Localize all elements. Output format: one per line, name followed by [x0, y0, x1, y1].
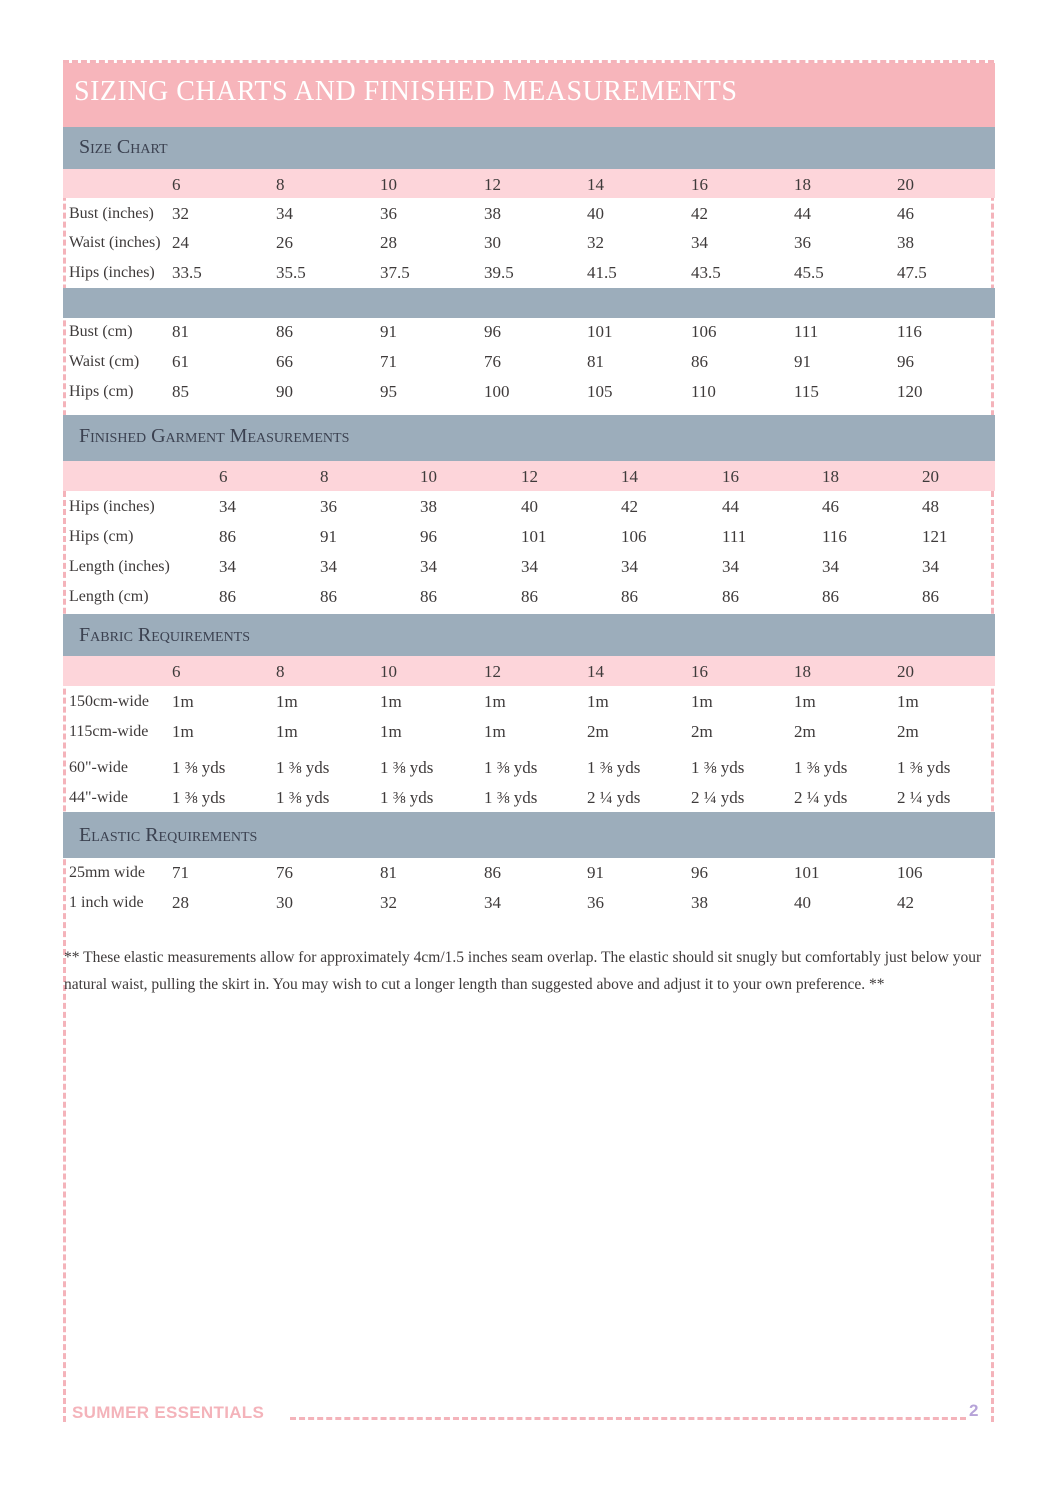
size-chart-cm-row-label: Hips (cm) — [69, 383, 134, 400]
fabric-cell: 1 ⅜ yds — [380, 758, 434, 777]
size-header-cell: 14 — [587, 175, 604, 194]
size-chart-inch-row-label: Hips (inches) — [69, 264, 155, 281]
frame-bottom-border — [290, 1417, 966, 1420]
fabric-cell: 1m — [172, 692, 194, 711]
size-chart-inch-cell: 30 — [484, 233, 501, 252]
size-chart-inch-cell: 46 — [897, 204, 914, 223]
finished-cell: 86 — [521, 587, 538, 606]
size-chart-inch-cell: 37.5 — [380, 263, 410, 282]
finished-cell: 42 — [621, 497, 638, 516]
size-chart-cm-cell: 76 — [484, 352, 501, 371]
fabric-cell: 2 ¼ yds — [587, 788, 641, 807]
fabric-cell: 2 ¼ yds — [691, 788, 745, 807]
size-header-cell: 8 — [276, 662, 285, 681]
finished-cell: 36 — [320, 497, 337, 516]
size-chart-cm-row-label: Bust (cm) — [69, 323, 133, 340]
elastic-cell: 106 — [897, 863, 923, 882]
finished-row-label: Hips (inches) — [69, 498, 155, 515]
size-chart-cm-cell: 66 — [276, 352, 293, 371]
size-chart-inch-cell: 43.5 — [691, 263, 721, 282]
finished-cell: 34 — [420, 557, 437, 576]
fabric-cell: 1m — [484, 722, 506, 741]
finished-cell: 116 — [822, 527, 847, 546]
finished-cell: 34 — [822, 557, 839, 576]
size-chart-inch-cell: 40 — [587, 204, 604, 223]
elastic-cell: 96 — [691, 863, 708, 882]
size-chart-inch-cell: 34 — [276, 204, 293, 223]
fabric-row-label: 44"-wide — [69, 789, 128, 806]
finished-cell: 34 — [219, 557, 236, 576]
title-bar — [63, 63, 995, 127]
size-chart-cm-cell: 110 — [691, 382, 716, 401]
finished-cell: 34 — [320, 557, 337, 576]
finished-cell: 34 — [922, 557, 939, 576]
size-chart-cm-cell: 85 — [172, 382, 189, 401]
elastic-cell: 32 — [380, 893, 397, 912]
fabric-row-label: 115cm-wide — [69, 723, 149, 740]
size-chart-inch-cell: 45.5 — [794, 263, 824, 282]
size-chart-inch-cell: 38 — [897, 233, 914, 252]
size-chart-cm-cell: 86 — [276, 322, 293, 341]
size-header-cell: 20 — [922, 467, 939, 486]
elastic-row-label: 25mm wide — [69, 864, 145, 881]
fabric-cell: 1 ⅜ yds — [484, 758, 538, 777]
size-chart-cm-cell: 95 — [380, 382, 397, 401]
footer-brand: SUMMER ESSENTIALS — [72, 1403, 265, 1422]
fabric-cell: 1m — [897, 692, 919, 711]
finished-row-label: Length (inches) — [69, 558, 170, 575]
page-title: SIZING CHARTS AND FINISHED MEASUREMENTS — [74, 76, 738, 107]
size-header-cell: 8 — [320, 467, 329, 486]
fabric-cell: 2 ¼ yds — [897, 788, 951, 807]
finished-cell: 48 — [922, 497, 939, 516]
size-header-cell: 16 — [691, 175, 708, 194]
size-header-cell: 10 — [420, 467, 437, 486]
finished-cell: 121 — [922, 527, 948, 546]
finished-cell: 40 — [521, 497, 538, 516]
size-header-cell: 12 — [484, 662, 501, 681]
fabric-cell: 1 ⅜ yds — [172, 758, 226, 777]
size-header-cell: 12 — [484, 175, 501, 194]
finished-cell: 86 — [320, 587, 337, 606]
size-chart-cm-cell: 71 — [380, 352, 397, 371]
finished-cell: 38 — [420, 497, 437, 516]
size-chart-cm-cell: 61 — [172, 352, 189, 371]
fabric-cell: 2m — [691, 722, 713, 741]
elastic-cell: 40 — [794, 893, 811, 912]
size-chart-inch-cell: 32 — [172, 204, 189, 223]
fabric-cell: 1 ⅜ yds — [691, 758, 745, 777]
finished-cell: 86 — [219, 587, 236, 606]
size-chart-inch-cell: 36 — [794, 233, 811, 252]
size-chart-inch-cell: 36 — [380, 204, 397, 223]
size-header-cell: 20 — [897, 662, 914, 681]
size-chart-heading: Size Chart — [79, 136, 168, 158]
size-chart-inch-cell: 26 — [276, 233, 293, 252]
size-header-cell: 10 — [380, 662, 397, 681]
size-chart-cm-row-label: Waist (cm) — [69, 353, 140, 370]
elastic-cell: 42 — [897, 893, 914, 912]
frame-left-border — [63, 60, 66, 1422]
fabric-cell: 1 ⅜ yds — [276, 788, 330, 807]
fabric-size-band — [63, 656, 995, 686]
elastic-cell: 38 — [691, 893, 708, 912]
size-header-cell: 12 — [521, 467, 538, 486]
size-chart-cm-cell: 91 — [380, 322, 397, 341]
size-chart-inch-cell: 33.5 — [172, 263, 202, 282]
elastic-cell: 36 — [587, 893, 604, 912]
size-chart-cm-cell: 111 — [794, 322, 819, 341]
size-header-cell: 8 — [276, 175, 285, 194]
elastic-cell: 86 — [484, 863, 501, 882]
size-chart-inch-cell: 34 — [691, 233, 708, 252]
size-chart-inch-cell: 24 — [172, 233, 189, 252]
fabric-row-label: 150cm-wide — [69, 693, 149, 710]
fabric-cell: 1m — [276, 692, 298, 711]
fabric-cell: 1m — [380, 692, 402, 711]
fabric-cell: 1m — [380, 722, 402, 741]
frame-right-border — [991, 60, 994, 1422]
finished-cell: 34 — [722, 557, 739, 576]
fabric-cell: 1m — [587, 692, 609, 711]
size-chart-cm-cell: 101 — [587, 322, 613, 341]
fabric-cell: 1m — [172, 722, 194, 741]
size-header-cell: 14 — [621, 467, 638, 486]
finished-cell: 86 — [922, 587, 939, 606]
fabric-header — [63, 614, 995, 656]
fabric-cell: 2 ¼ yds — [794, 788, 848, 807]
fabric-cell: 1 ⅜ yds — [276, 758, 330, 777]
elastic-cell: 34 — [484, 893, 501, 912]
elastic-cell: 30 — [276, 893, 293, 912]
size-chart-divider-bar — [63, 288, 995, 318]
finished-cell: 86 — [219, 527, 236, 546]
size-chart-cm-cell: 115 — [794, 382, 819, 401]
fabric-heading: Fabric Requirements — [79, 624, 251, 646]
size-header-cell: 18 — [794, 662, 811, 681]
finished-cell: 86 — [621, 587, 638, 606]
elastic-header — [63, 812, 995, 858]
size-chart-cm-cell: 81 — [587, 352, 604, 371]
size-chart-cm-cell: 106 — [691, 322, 717, 341]
size-chart-inch-cell: 28 — [380, 233, 397, 252]
fabric-cell: 1m — [484, 692, 506, 711]
size-chart-cm-cell: 96 — [897, 352, 914, 371]
size-chart-cm-cell: 81 — [172, 322, 189, 341]
size-chart-inch-row-label: Bust (inches) — [69, 205, 154, 222]
fabric-row-label: 60"-wide — [69, 759, 128, 776]
size-chart-cm-cell: 96 — [484, 322, 501, 341]
elastic-cell: 28 — [172, 893, 189, 912]
size-chart-inch-cell: 44 — [794, 204, 811, 223]
finished-cell: 34 — [521, 557, 538, 576]
size-chart-inch-cell: 47.5 — [897, 263, 927, 282]
elastic-heading: Elastic Requirements — [79, 824, 258, 846]
finished-heading: Finished Garment Measurements — [79, 425, 350, 447]
elastic-cell: 91 — [587, 863, 604, 882]
finished-cell: 34 — [219, 497, 236, 516]
elastic-cell: 81 — [380, 863, 397, 882]
finished-cell: 96 — [420, 527, 437, 546]
fabric-cell: 1 ⅜ yds — [897, 758, 951, 777]
elastic-cell: 71 — [172, 863, 189, 882]
page-number: 2 — [969, 1401, 979, 1420]
size-header-cell: 10 — [380, 175, 397, 194]
size-header-cell: 6 — [172, 175, 181, 194]
finished-cell: 34 — [621, 557, 638, 576]
size-chart-inch-cell: 38 — [484, 204, 501, 223]
size-header-cell: 18 — [822, 467, 839, 486]
elastic-note: ** These elastic measurements allow for approximately 4cm/1.5 inches seam overlap. The elastic should sit snugly but comfortably just below your natural waist, pulling the skirt in. You may wish to cut a longer length than suggested above and adjust it to your own preference. ** — [64, 949, 982, 993]
size-chart-cm-cell: 116 — [897, 322, 922, 341]
size-chart-inch-cell: 32 — [587, 233, 604, 252]
size-header-cell: 6 — [172, 662, 181, 681]
size-chart-cm-cell: 100 — [484, 382, 510, 401]
fabric-cell: 1m — [794, 692, 816, 711]
size-chart-cm-cell: 91 — [794, 352, 811, 371]
size-header-cell: 14 — [587, 662, 604, 681]
fabric-cell: 1 ⅜ yds — [587, 758, 641, 777]
elastic-row-label: 1 inch wide — [69, 894, 144, 911]
size-chart-header — [63, 127, 995, 169]
size-chart-inch-cell: 41.5 — [587, 263, 617, 282]
finished-cell: 86 — [420, 587, 437, 606]
finished-cell: 86 — [822, 587, 839, 606]
size-chart-cm-cell: 120 — [897, 382, 923, 401]
fabric-cell: 1m — [691, 692, 713, 711]
size-chart-inch-cell: 42 — [691, 204, 708, 223]
size-header-cell: 16 — [691, 662, 708, 681]
finished-cell: 44 — [722, 497, 739, 516]
size-chart-inch-cell: 39.5 — [484, 263, 514, 282]
size-chart-cm-cell: 105 — [587, 382, 613, 401]
fabric-cell: 1 ⅜ yds — [794, 758, 848, 777]
finished-cell: 111 — [722, 527, 747, 546]
fabric-cell: 2m — [794, 722, 816, 741]
finished-row-label: Hips (cm) — [69, 528, 134, 545]
finished-cell: 101 — [521, 527, 547, 546]
fabric-cell: 2m — [897, 722, 919, 741]
size-chart-size-band — [63, 169, 995, 198]
finished-cell: 46 — [822, 497, 839, 516]
fabric-cell: 1 ⅜ yds — [172, 788, 226, 807]
size-header-cell: 18 — [794, 175, 811, 194]
finished-header — [63, 415, 995, 461]
size-header-cell: 20 — [897, 175, 914, 194]
size-chart-cm-cell: 86 — [691, 352, 708, 371]
elastic-cell: 101 — [794, 863, 820, 882]
fabric-cell: 1 ⅜ yds — [380, 788, 434, 807]
size-header-cell: 16 — [722, 467, 739, 486]
size-chart-cm-cell: 90 — [276, 382, 293, 401]
finished-cell: 91 — [320, 527, 337, 546]
size-chart-inch-row-label: Waist (inches) — [69, 234, 161, 251]
fabric-cell: 2m — [587, 722, 609, 741]
fabric-cell: 1m — [276, 722, 298, 741]
size-chart-inch-cell: 35.5 — [276, 263, 306, 282]
fabric-cell: 1 ⅜ yds — [484, 788, 538, 807]
finished-cell: 106 — [621, 527, 647, 546]
size-header-cell: 6 — [219, 467, 228, 486]
finished-row-label: Length (cm) — [69, 588, 149, 605]
elastic-cell: 76 — [276, 863, 293, 882]
finished-cell: 86 — [722, 587, 739, 606]
